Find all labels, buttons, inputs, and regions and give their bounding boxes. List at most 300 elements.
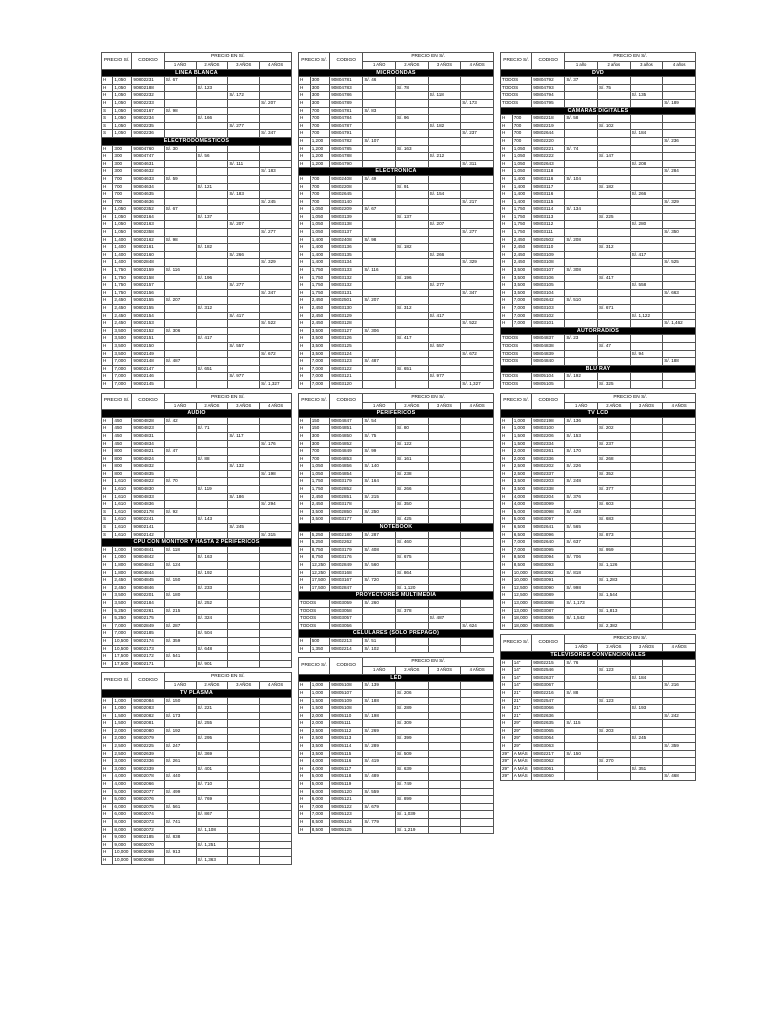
cell-year-price [164, 440, 196, 448]
cell-year-price [461, 727, 494, 735]
cell-year-price [260, 765, 292, 773]
cell-year-price [663, 244, 696, 252]
cell-year-price [597, 191, 630, 199]
cell-year-price [196, 493, 228, 501]
cell-price: 1,500 [310, 705, 330, 713]
cell-year-price [663, 501, 696, 509]
cell-year-price: S/. 192 [565, 373, 598, 381]
cell-year-price [565, 516, 598, 524]
cell-year-price: S/. 277 [260, 229, 292, 237]
cell-type: H [102, 562, 113, 570]
cell-type: H [299, 335, 311, 343]
cell-code: 90805113 [330, 735, 363, 743]
cell-year-price [428, 577, 461, 585]
cell-price: 2,500 [310, 735, 330, 743]
cell-year-price [395, 531, 428, 539]
cell-year-price [363, 373, 396, 381]
cell-type: H [501, 425, 513, 433]
table-row [501, 463, 696, 471]
cell-year-price: S/. 58 [565, 115, 598, 123]
cell-year-price: S/. 525 [663, 259, 696, 267]
cell-type: H [102, 274, 113, 282]
cell-year-price [565, 99, 598, 107]
cell-type: H [299, 365, 311, 373]
cell-year-price [363, 312, 396, 320]
table-row [501, 244, 696, 252]
cell-type: H [102, 660, 113, 668]
cell-price: 3,500 [512, 267, 532, 275]
cell-code: 90803109 [532, 251, 565, 259]
cell-year-price [363, 615, 396, 623]
cell-year-price: S/. 207 [260, 99, 292, 107]
cell-price: 150 [310, 425, 330, 433]
cell-price: 1,750 [113, 274, 132, 282]
cell-year-price [395, 327, 428, 335]
cell-year-price [228, 705, 260, 713]
cell-year-price: S/. 54 [363, 417, 396, 425]
table-row [299, 289, 494, 297]
cell-code: 90804632 [132, 168, 164, 176]
cell-year-price [228, 765, 260, 773]
cell-year-price [228, 289, 260, 297]
cell-year-price: S/. 23 [565, 335, 598, 343]
cell-year-price [565, 350, 598, 358]
table-row [102, 727, 292, 735]
cell-year-price: S/. 116 [363, 267, 396, 275]
cell-year-price: S/. 182 [395, 244, 428, 252]
cell-year-price [395, 350, 428, 358]
table-row [102, 599, 292, 607]
cell-price: 1,050 [113, 77, 132, 85]
cell-year-price [428, 562, 461, 570]
cell-year-price [663, 160, 696, 168]
cell-price: 17,500 [310, 584, 330, 592]
cell-type: H [102, 350, 113, 358]
cell-year-price [428, 99, 461, 107]
cell-price: 800 [113, 455, 132, 463]
cell-type: H [501, 501, 513, 509]
cell-year-price [395, 682, 428, 690]
cell-type: H [299, 562, 311, 570]
table-row [501, 592, 696, 600]
cell-year-price [260, 115, 292, 123]
cell-year-price [597, 508, 630, 516]
table-row [102, 577, 292, 585]
cell-year-price [630, 440, 663, 448]
cell-year-price [461, 221, 494, 229]
cell-year-price [428, 788, 461, 796]
cell-code: 90804633 [132, 175, 164, 183]
cell-price: 3,500 [310, 516, 330, 524]
table-row [102, 417, 292, 425]
header-year: 4 AÑOS [260, 62, 292, 70]
table-row [299, 175, 494, 183]
table-row [501, 682, 696, 690]
cell-year-price [260, 508, 292, 516]
cell-year-price [164, 168, 196, 176]
cell-type: H [299, 289, 311, 297]
table-row [501, 562, 696, 570]
section-title: PERIFÉRICOS [299, 410, 494, 418]
cell-type: H [501, 516, 513, 524]
cell-price: 1,500 [512, 440, 532, 448]
cell-year-price [363, 539, 396, 547]
section-title-row [299, 674, 494, 682]
cell-code: 90803127 [330, 327, 363, 335]
table-row [102, 660, 292, 668]
cell-year-price: S/. 188 [363, 697, 396, 705]
table-row [102, 115, 292, 123]
cell-year-price: S/. 123 [597, 667, 630, 675]
cell-type: H [501, 440, 513, 448]
cell-type: H [299, 788, 311, 796]
cell-year-price [395, 282, 428, 290]
header-precio: PRECIO S/. [501, 393, 532, 410]
cell-year-price [630, 493, 663, 501]
cell-year-price [428, 183, 461, 191]
cell-code: 90802849 [132, 622, 164, 630]
table-header-row [299, 53, 494, 62]
table-row [299, 440, 494, 448]
table-row [102, 229, 292, 237]
cell-year-price: S/. 651 [196, 365, 228, 373]
cell-year-price [164, 455, 196, 463]
cell-year-price: S/. 202 [597, 425, 630, 433]
cell-year-price: S/. 308 [565, 267, 598, 275]
cell-price: 450 [113, 440, 132, 448]
cell-year-price [164, 705, 196, 713]
cell-year-price [597, 160, 630, 168]
table-row [299, 191, 494, 199]
cell-price: 1,000 [310, 689, 330, 697]
cell-year-price [196, 206, 228, 214]
cell-code: 90805125 [330, 826, 363, 834]
cell-price: 1,500 [113, 712, 132, 720]
cell-year-price [663, 297, 696, 305]
cell-year-price [565, 674, 598, 682]
cell-year-price [395, 493, 428, 501]
table-row [501, 267, 696, 275]
cell-type: H [501, 486, 513, 494]
table-row [299, 765, 494, 773]
table-row [299, 92, 494, 100]
table-row [102, 432, 292, 440]
cell-code: 90802079 [132, 735, 164, 743]
cell-year-price: S/. 417 [597, 274, 630, 282]
table-row [299, 358, 494, 366]
cell-year-price: S/. 207 [164, 297, 196, 305]
cell-code: 90802501 [330, 297, 363, 305]
table-row [501, 486, 696, 494]
table-row [299, 153, 494, 161]
cell-code: 90803121 [330, 373, 363, 381]
cell-year-price: S/. 306 [363, 327, 396, 335]
cell-price: 21" [512, 705, 532, 713]
cell-year-price [428, 750, 461, 758]
cell-year-price [565, 712, 598, 720]
section-title: PROYECTORES MULTIMEDIA [299, 592, 494, 600]
cell-price: 7,000 [512, 539, 532, 547]
section-title: AUDIO [102, 410, 292, 418]
cell-year-price [461, 342, 494, 350]
cell-year-price: S/. 312 [395, 305, 428, 313]
table-row [501, 130, 696, 138]
cell-year-price [428, 758, 461, 766]
cell-price: 700 [310, 122, 330, 130]
cell-year-price [461, 796, 494, 804]
cell-year-price [196, 327, 228, 335]
cell-year-price [260, 546, 292, 554]
cell-code: 90804840 [532, 358, 565, 366]
cell-price: 3,000 [113, 758, 132, 766]
cell-year-price [196, 727, 228, 735]
cell-code: 90804783 [330, 84, 363, 92]
cell-year-price [196, 788, 228, 796]
cell-year-price [630, 727, 663, 735]
cell-year-price [196, 350, 228, 358]
cell-year-price [260, 826, 292, 834]
cell-year-price [428, 539, 461, 547]
cell-year-price [565, 305, 598, 313]
cell-price: 2,500 [310, 727, 330, 735]
cell-year-price [363, 470, 396, 478]
cell-year-price [228, 327, 260, 335]
cell-year-price: S/. 237 [461, 130, 494, 138]
cell-year-price [630, 712, 663, 720]
cell-price: 800 [113, 448, 132, 456]
cell-code: 90802167 [132, 107, 164, 115]
cell-year-price: S/. 207 [228, 221, 260, 229]
cell-year-price [428, 305, 461, 313]
cell-year-price [428, 432, 461, 440]
cell-price: 1,750 [310, 486, 330, 494]
cell-year-price [363, 153, 396, 161]
table-row [299, 251, 494, 259]
cell-year-price [630, 463, 663, 471]
header-year: 1 año [565, 62, 598, 70]
cell-year-price [630, 516, 663, 524]
cell-price: 700 [310, 183, 330, 191]
table-row [501, 743, 696, 751]
header-year: 2 AÑOS [196, 402, 228, 410]
cell-type: H [501, 727, 513, 735]
cell-year-price [565, 592, 598, 600]
cell-type: H [501, 615, 513, 623]
cell-code: 90804788 [330, 153, 363, 161]
cell-price: 6,000 [113, 811, 132, 819]
cell-year-price: S/. 683 [597, 516, 630, 524]
cell-price: 800 [113, 470, 132, 478]
cell-code: 90805105 [532, 380, 565, 388]
cell-type: H [299, 320, 311, 328]
cell-year-price [428, 803, 461, 811]
cell-year-price [630, 99, 663, 107]
cell-year-price [228, 584, 260, 592]
cell-code: 90804795 [532, 99, 565, 107]
cell-year-price [663, 516, 696, 524]
cell-code: 90805114 [330, 743, 363, 751]
cell-price: 1,050 [113, 229, 132, 237]
table-row [299, 198, 494, 206]
cell-code: 90803059 [330, 599, 363, 607]
cell-year-price: S/. 287 [363, 531, 396, 539]
cell-type: H [299, 358, 311, 366]
cell-price: 17,500 [113, 660, 132, 668]
header-year: 2 AÑOS [395, 62, 428, 70]
cell-year-price [164, 569, 196, 577]
table-row [102, 274, 292, 282]
cell-price: 6,000 [310, 796, 330, 804]
cell-year-price [630, 486, 663, 494]
cell-code: 90802077 [132, 788, 164, 796]
cell-year-price [663, 122, 696, 130]
cell-year-price: S/. 560 [363, 562, 396, 570]
cell-year-price [363, 455, 396, 463]
cell-type: H [299, 183, 311, 191]
cell-year-price [597, 137, 630, 145]
cell-year-price [663, 531, 696, 539]
cell-price: 700 [113, 183, 132, 191]
cell-year-price: S/. 417 [228, 312, 260, 320]
table-row [299, 282, 494, 290]
cell-year-price: S/. 399 [395, 735, 428, 743]
cell-year-price [597, 463, 630, 471]
cell-code: 90802158 [132, 274, 164, 282]
cell-year-price: S/. 867 [196, 811, 228, 819]
table-row [299, 160, 494, 168]
cell-year-price [228, 645, 260, 653]
table-row [501, 183, 696, 191]
cell-type: H [501, 274, 513, 282]
cell-price: 3,500 [512, 478, 532, 486]
cell-type: TODOS [501, 92, 532, 100]
cell-year-price [663, 145, 696, 153]
cell-year-price [630, 417, 663, 425]
cell-year-price: S/. 217 [461, 198, 494, 206]
table-header-row [299, 658, 494, 667]
cell-code: 90802222 [532, 153, 565, 161]
cell-type: H [102, 727, 113, 735]
cell-code: 90803136 [330, 244, 363, 252]
table-row [501, 773, 696, 781]
cell-price: 7,000 [113, 380, 132, 388]
cell-year-price [461, 432, 494, 440]
table-row [102, 758, 292, 766]
table-row [501, 493, 696, 501]
header-year: 2 AÑOS [395, 667, 428, 675]
cell-year-price [461, 637, 494, 645]
cell-year-price [565, 137, 598, 145]
cell-year-price [196, 236, 228, 244]
cell-year-price: S/. 208 [565, 236, 598, 244]
cell-year-price [565, 667, 598, 675]
table-row [501, 622, 696, 630]
cell-type: H [299, 198, 311, 206]
table-row [102, 236, 292, 244]
cell-year-price [228, 455, 260, 463]
cell-type: H [501, 599, 513, 607]
cell-year-price [597, 145, 630, 153]
cell-price: 300 [310, 99, 330, 107]
cell-year-price [461, 705, 494, 713]
cell-type: H [501, 667, 513, 675]
cell-year-price: S/. 250 [363, 508, 396, 516]
cell-year-price: S/. 47 [597, 342, 630, 350]
cell-year-price [565, 213, 598, 221]
table-row [501, 531, 696, 539]
table-row [501, 137, 696, 145]
cell-year-price [663, 213, 696, 221]
cell-type: H [299, 267, 311, 275]
cell-price: 5,000 [512, 508, 532, 516]
table-row [102, 554, 292, 562]
cell-type: H [102, 470, 113, 478]
section-title: ELECTRODOMÉSTICOS [102, 137, 292, 145]
cell-type: H [501, 305, 513, 313]
cell-year-price: S/. 289 [395, 705, 428, 713]
cell-year-price [428, 350, 461, 358]
table-row [501, 274, 696, 282]
cell-price: 1,400 [310, 244, 330, 252]
cell-type: H [501, 213, 513, 221]
cell-year-price [565, 705, 598, 713]
cell-type: H [102, 365, 113, 373]
cell-price: 2,450 [310, 297, 330, 305]
cell-year-price [196, 803, 228, 811]
cell-year-price [597, 689, 630, 697]
table-row [102, 160, 292, 168]
cell-year-price [663, 562, 696, 570]
cell-type: H [501, 122, 513, 130]
cell-year-price: S/. 347 [260, 130, 292, 138]
cell-year-price: S/. 102 [597, 122, 630, 130]
section-title-row [299, 630, 494, 638]
header-year: 3 AÑOS [428, 402, 461, 410]
cell-code: 90802152 [132, 327, 164, 335]
table-row [501, 569, 696, 577]
cell-year-price [461, 546, 494, 554]
cell-year-price [260, 803, 292, 811]
cell-code: 90803131 [330, 289, 363, 297]
cell-year-price [395, 758, 428, 766]
cell-type: H [299, 130, 311, 138]
table-row [102, 743, 292, 751]
table-row [501, 440, 696, 448]
cell-year-price [461, 788, 494, 796]
table-row [102, 607, 292, 615]
cell-year-price: S/. 154 [428, 191, 461, 199]
table-row [299, 577, 494, 585]
table-row [299, 107, 494, 115]
cell-code: 90803096 [532, 531, 565, 539]
cell-year-price [164, 115, 196, 123]
cell-year-price [228, 811, 260, 819]
cell-year-price [196, 758, 228, 766]
section-title-row [299, 524, 494, 532]
cell-year-price [428, 440, 461, 448]
cell-year-price [164, 312, 196, 320]
cell-price: 1,750 [113, 289, 132, 297]
cell-price: 1,750 [310, 289, 330, 297]
cell-price: 5,250 [310, 531, 330, 539]
cell-price: 18,000 [512, 615, 532, 623]
header-year: 3 AÑOS [428, 62, 461, 70]
cell-type: H [102, 584, 113, 592]
cell-year-price [461, 373, 494, 381]
cell-year-price [196, 432, 228, 440]
cell-price: 2,000 [113, 727, 132, 735]
table-row [102, 788, 292, 796]
